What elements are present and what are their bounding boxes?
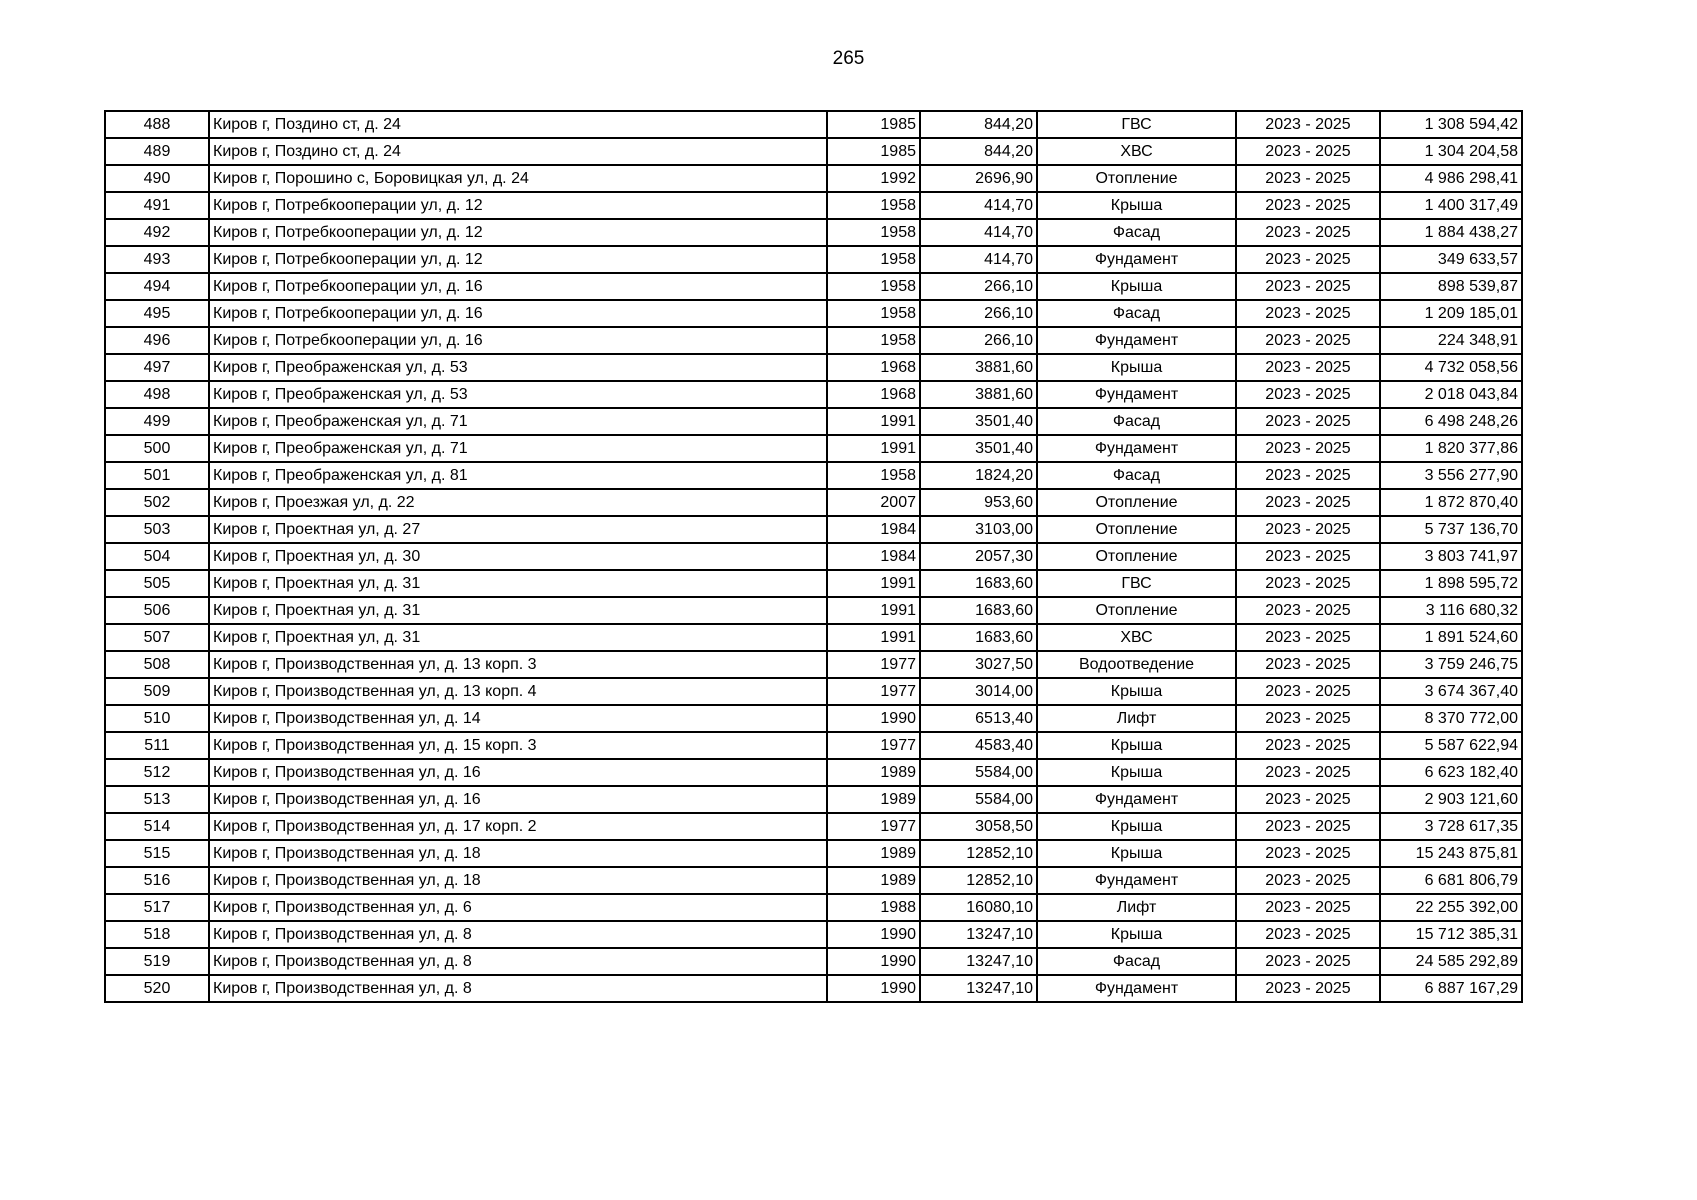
period-cell: 2023 - 2025: [1236, 138, 1380, 165]
row-number-cell: 500: [105, 435, 209, 462]
cost-cell: 5 737 136,70: [1380, 516, 1522, 543]
period-cell: 2023 - 2025: [1236, 732, 1380, 759]
cost-cell: 15 712 385,31: [1380, 921, 1522, 948]
period-cell: 2023 - 2025: [1236, 894, 1380, 921]
cost-cell: 1 872 870,40: [1380, 489, 1522, 516]
area-cell: 414,70: [920, 246, 1037, 273]
cost-cell: 6 681 806,79: [1380, 867, 1522, 894]
table-row: [105, 381, 1522, 408]
cost-cell: 6 887 167,29: [1380, 975, 1522, 1002]
area-cell: 844,20: [920, 111, 1037, 138]
cost-cell: 1 308 594,42: [1380, 111, 1522, 138]
row-number-cell: 508: [105, 651, 209, 678]
build-year-cell: 1991: [827, 570, 920, 597]
period-cell: 2023 - 2025: [1236, 165, 1380, 192]
period-cell: 2023 - 2025: [1236, 246, 1380, 273]
row-number-cell: 510: [105, 705, 209, 732]
build-year-cell: 1958: [827, 327, 920, 354]
cost-cell: 6 498 248,26: [1380, 408, 1522, 435]
work-type-cell: Фундамент: [1037, 975, 1236, 1002]
area-cell: 3014,00: [920, 678, 1037, 705]
period-cell: 2023 - 2025: [1236, 786, 1380, 813]
period-cell: 2023 - 2025: [1236, 975, 1380, 1002]
build-year-cell: 2007: [827, 489, 920, 516]
area-cell: 266,10: [920, 300, 1037, 327]
area-cell: 13247,10: [920, 921, 1037, 948]
cost-cell: 3 116 680,32: [1380, 597, 1522, 624]
address-cell: Киров г, Проектная ул, д. 31: [209, 570, 827, 597]
period-cell: 2023 - 2025: [1236, 570, 1380, 597]
cost-cell: 2 018 043,84: [1380, 381, 1522, 408]
address-cell: Киров г, Поздино ст, д. 24: [209, 138, 827, 165]
row-number-cell: 504: [105, 543, 209, 570]
address-cell: Киров г, Производственная ул, д. 18: [209, 867, 827, 894]
row-number-cell: 495: [105, 300, 209, 327]
area-cell: 953,60: [920, 489, 1037, 516]
row-number-cell: 490: [105, 165, 209, 192]
area-cell: 2696,90: [920, 165, 1037, 192]
period-cell: 2023 - 2025: [1236, 624, 1380, 651]
build-year-cell: 1989: [827, 759, 920, 786]
row-number-cell: 518: [105, 921, 209, 948]
row-number-cell: 517: [105, 894, 209, 921]
period-cell: 2023 - 2025: [1236, 381, 1380, 408]
cost-cell: 3 759 246,75: [1380, 651, 1522, 678]
area-cell: 4583,40: [920, 732, 1037, 759]
cost-cell: 1 209 185,01: [1380, 300, 1522, 327]
cost-cell: 8 370 772,00: [1380, 705, 1522, 732]
table-row: [105, 435, 1522, 462]
table-row: [105, 246, 1522, 273]
build-year-cell: 1990: [827, 975, 920, 1002]
row-number-cell: 513: [105, 786, 209, 813]
period-cell: 2023 - 2025: [1236, 948, 1380, 975]
row-number-cell: 514: [105, 813, 209, 840]
address-cell: Киров г, Проектная ул, д. 27: [209, 516, 827, 543]
row-number-cell: 488: [105, 111, 209, 138]
work-type-cell: Фундамент: [1037, 435, 1236, 462]
cost-cell: 1 304 204,58: [1380, 138, 1522, 165]
table-row: [105, 759, 1522, 786]
address-cell: Киров г, Потребкооперации ул, д. 12: [209, 219, 827, 246]
cost-cell: 2 903 121,60: [1380, 786, 1522, 813]
build-year-cell: 1968: [827, 381, 920, 408]
period-cell: 2023 - 2025: [1236, 840, 1380, 867]
area-cell: 3027,50: [920, 651, 1037, 678]
row-number-cell: 506: [105, 597, 209, 624]
work-type-cell: Отопление: [1037, 516, 1236, 543]
work-type-cell: Лифт: [1037, 894, 1236, 921]
address-cell: Киров г, Производственная ул, д. 16: [209, 759, 827, 786]
work-type-cell: Отопление: [1037, 165, 1236, 192]
row-number-cell: 499: [105, 408, 209, 435]
row-number-cell: 497: [105, 354, 209, 381]
work-type-cell: Крыша: [1037, 840, 1236, 867]
address-cell: Киров г, Проектная ул, д. 30: [209, 543, 827, 570]
area-cell: 1683,60: [920, 597, 1037, 624]
area-cell: 414,70: [920, 192, 1037, 219]
cost-cell: 1 884 438,27: [1380, 219, 1522, 246]
period-cell: 2023 - 2025: [1236, 300, 1380, 327]
table-row: [105, 651, 1522, 678]
period-cell: 2023 - 2025: [1236, 219, 1380, 246]
area-cell: 3881,60: [920, 354, 1037, 381]
build-year-cell: 1958: [827, 462, 920, 489]
address-cell: Киров г, Порошино с, Боровицкая ул, д. 24: [209, 165, 827, 192]
period-cell: 2023 - 2025: [1236, 813, 1380, 840]
table-row: [105, 300, 1522, 327]
area-cell: 12852,10: [920, 840, 1037, 867]
table-row: [105, 570, 1522, 597]
address-cell: Киров г, Производственная ул, д. 13 корп. 4: [209, 678, 827, 705]
cost-cell: 15 243 875,81: [1380, 840, 1522, 867]
work-type-cell: ГВС: [1037, 570, 1236, 597]
row-number-cell: 489: [105, 138, 209, 165]
build-year-cell: 1977: [827, 678, 920, 705]
build-year-cell: 1989: [827, 867, 920, 894]
period-cell: 2023 - 2025: [1236, 678, 1380, 705]
address-cell: Киров г, Преображенская ул, д. 53: [209, 354, 827, 381]
build-year-cell: 1984: [827, 516, 920, 543]
period-cell: 2023 - 2025: [1236, 543, 1380, 570]
area-cell: 3501,40: [920, 408, 1037, 435]
page-number: 265: [832, 48, 865, 69]
area-cell: 1683,60: [920, 624, 1037, 651]
build-year-cell: 1968: [827, 354, 920, 381]
address-cell: Киров г, Производственная ул, д. 8: [209, 975, 827, 1002]
table-row: [105, 813, 1522, 840]
address-cell: Киров г, Преображенская ул, д. 71: [209, 435, 827, 462]
area-cell: 414,70: [920, 219, 1037, 246]
build-year-cell: 1992: [827, 165, 920, 192]
row-number-cell: 492: [105, 219, 209, 246]
address-cell: Киров г, Преображенская ул, д. 71: [209, 408, 827, 435]
period-cell: 2023 - 2025: [1236, 759, 1380, 786]
work-type-cell: ГВС: [1037, 111, 1236, 138]
address-cell: Киров г, Производственная ул, д. 17 корп. 2: [209, 813, 827, 840]
work-type-cell: Крыша: [1037, 921, 1236, 948]
build-year-cell: 1958: [827, 273, 920, 300]
period-cell: 2023 - 2025: [1236, 435, 1380, 462]
table-row: [105, 111, 1522, 138]
area-cell: 5584,00: [920, 759, 1037, 786]
cost-cell: 5 587 622,94: [1380, 732, 1522, 759]
table-row: [105, 489, 1522, 516]
cost-cell: 22 255 392,00: [1380, 894, 1522, 921]
address-cell: Киров г, Поздино ст, д. 24: [209, 111, 827, 138]
cost-cell: 4 986 298,41: [1380, 165, 1522, 192]
table-row: [105, 408, 1522, 435]
row-number-cell: 516: [105, 867, 209, 894]
row-number-cell: 511: [105, 732, 209, 759]
area-cell: 3501,40: [920, 435, 1037, 462]
table-row: [105, 840, 1522, 867]
area-cell: 13247,10: [920, 948, 1037, 975]
table-row: [105, 273, 1522, 300]
area-cell: 266,10: [920, 273, 1037, 300]
build-year-cell: 1977: [827, 732, 920, 759]
row-number-cell: 512: [105, 759, 209, 786]
table-row: [105, 543, 1522, 570]
work-type-cell: Крыша: [1037, 273, 1236, 300]
work-type-cell: Фундамент: [1037, 381, 1236, 408]
build-year-cell: 1977: [827, 813, 920, 840]
period-cell: 2023 - 2025: [1236, 597, 1380, 624]
address-cell: Киров г, Потребкооперации ул, д. 12: [209, 192, 827, 219]
table-row: [105, 894, 1522, 921]
cost-cell: 6 623 182,40: [1380, 759, 1522, 786]
period-cell: 2023 - 2025: [1236, 327, 1380, 354]
row-number-cell: 493: [105, 246, 209, 273]
cost-cell: 1 898 595,72: [1380, 570, 1522, 597]
address-cell: Киров г, Производственная ул, д. 8: [209, 921, 827, 948]
cost-cell: 224 348,91: [1380, 327, 1522, 354]
area-cell: 1824,20: [920, 462, 1037, 489]
table-row: [105, 786, 1522, 813]
address-cell: Киров г, Потребкооперации ул, д. 16: [209, 300, 827, 327]
table-row: [105, 192, 1522, 219]
area-cell: 266,10: [920, 327, 1037, 354]
work-type-cell: Фасад: [1037, 219, 1236, 246]
table-row: [105, 462, 1522, 489]
work-type-cell: Фундамент: [1037, 786, 1236, 813]
period-cell: 2023 - 2025: [1236, 921, 1380, 948]
period-cell: 2023 - 2025: [1236, 489, 1380, 516]
cost-cell: 1 820 377,86: [1380, 435, 1522, 462]
build-year-cell: 1984: [827, 543, 920, 570]
work-type-cell: Фасад: [1037, 300, 1236, 327]
address-cell: Киров г, Преображенская ул, д. 81: [209, 462, 827, 489]
area-cell: 844,20: [920, 138, 1037, 165]
period-cell: 2023 - 2025: [1236, 408, 1380, 435]
period-cell: 2023 - 2025: [1236, 111, 1380, 138]
build-year-cell: 1958: [827, 219, 920, 246]
row-number-cell: 505: [105, 570, 209, 597]
period-cell: 2023 - 2025: [1236, 651, 1380, 678]
row-number-cell: 520: [105, 975, 209, 1002]
period-cell: 2023 - 2025: [1236, 354, 1380, 381]
work-type-cell: ХВС: [1037, 138, 1236, 165]
row-number-cell: 494: [105, 273, 209, 300]
table-row: [105, 138, 1522, 165]
build-year-cell: 1991: [827, 435, 920, 462]
work-type-cell: Фундамент: [1037, 327, 1236, 354]
build-year-cell: 1990: [827, 705, 920, 732]
row-number-cell: 501: [105, 462, 209, 489]
work-type-cell: Фундамент: [1037, 246, 1236, 273]
build-year-cell: 1991: [827, 408, 920, 435]
address-cell: Киров г, Потребкооперации ул, д. 12: [209, 246, 827, 273]
address-cell: Киров г, Проектная ул, д. 31: [209, 597, 827, 624]
area-cell: 3103,00: [920, 516, 1037, 543]
table-row: [105, 516, 1522, 543]
area-cell: 12852,10: [920, 867, 1037, 894]
row-number-cell: 502: [105, 489, 209, 516]
cost-cell: 4 732 058,56: [1380, 354, 1522, 381]
row-number-cell: 491: [105, 192, 209, 219]
repair-register-table: [104, 110, 1523, 1003]
build-year-cell: 1991: [827, 597, 920, 624]
address-cell: Киров г, Потребкооперации ул, д. 16: [209, 327, 827, 354]
address-cell: Киров г, Производственная ул, д. 6: [209, 894, 827, 921]
work-type-cell: Крыша: [1037, 354, 1236, 381]
cost-cell: 1 400 317,49: [1380, 192, 1522, 219]
work-type-cell: Отопление: [1037, 489, 1236, 516]
work-type-cell: Отопление: [1037, 543, 1236, 570]
address-cell: Киров г, Производственная ул, д. 13 корп. 3: [209, 651, 827, 678]
work-type-cell: ХВС: [1037, 624, 1236, 651]
row-number-cell: 498: [105, 381, 209, 408]
area-cell: 3058,50: [920, 813, 1037, 840]
work-type-cell: Фасад: [1037, 948, 1236, 975]
work-type-cell: Крыша: [1037, 678, 1236, 705]
table-row: [105, 705, 1522, 732]
table-row: [105, 975, 1522, 1002]
period-cell: 2023 - 2025: [1236, 192, 1380, 219]
work-type-cell: Лифт: [1037, 705, 1236, 732]
table-row: [105, 327, 1522, 354]
cost-cell: 898 539,87: [1380, 273, 1522, 300]
cost-cell: 1 891 524,60: [1380, 624, 1522, 651]
build-year-cell: 1958: [827, 246, 920, 273]
period-cell: 2023 - 2025: [1236, 867, 1380, 894]
cost-cell: 3 803 741,97: [1380, 543, 1522, 570]
work-type-cell: Фасад: [1037, 408, 1236, 435]
build-year-cell: 1958: [827, 300, 920, 327]
table-row: [105, 624, 1522, 651]
row-number-cell: 507: [105, 624, 209, 651]
row-number-cell: 503: [105, 516, 209, 543]
period-cell: 2023 - 2025: [1236, 705, 1380, 732]
build-year-cell: 1989: [827, 786, 920, 813]
work-type-cell: Крыша: [1037, 813, 1236, 840]
area-cell: 1683,60: [920, 570, 1037, 597]
row-number-cell: 519: [105, 948, 209, 975]
table-row: [105, 165, 1522, 192]
row-number-cell: 515: [105, 840, 209, 867]
table-row: [105, 732, 1522, 759]
address-cell: Киров г, Потребкооперации ул, д. 16: [209, 273, 827, 300]
table-body: [105, 111, 1522, 1002]
table-row: [105, 219, 1522, 246]
work-type-cell: Отопление: [1037, 597, 1236, 624]
cost-cell: 3 674 367,40: [1380, 678, 1522, 705]
area-cell: 16080,10: [920, 894, 1037, 921]
table-row: [105, 597, 1522, 624]
address-cell: Киров г, Производственная ул, д. 15 корп. 3: [209, 732, 827, 759]
build-year-cell: 1991: [827, 624, 920, 651]
address-cell: Киров г, Проектная ул, д. 31: [209, 624, 827, 651]
work-type-cell: Водоотведение: [1037, 651, 1236, 678]
table-row: [105, 948, 1522, 975]
table-row: [105, 867, 1522, 894]
cost-cell: 24 585 292,89: [1380, 948, 1522, 975]
address-cell: Киров г, Производственная ул, д. 14: [209, 705, 827, 732]
area-cell: 2057,30: [920, 543, 1037, 570]
area-cell: 13247,10: [920, 975, 1037, 1002]
table-row: [105, 921, 1522, 948]
build-year-cell: 1985: [827, 111, 920, 138]
row-number-cell: 509: [105, 678, 209, 705]
address-cell: Киров г, Производственная ул, д. 16: [209, 786, 827, 813]
build-year-cell: 1989: [827, 840, 920, 867]
period-cell: 2023 - 2025: [1236, 273, 1380, 300]
build-year-cell: 1958: [827, 192, 920, 219]
address-cell: Киров г, Преображенская ул, д. 53: [209, 381, 827, 408]
area-cell: 5584,00: [920, 786, 1037, 813]
address-cell: Киров г, Проезжая ул, д. 22: [209, 489, 827, 516]
period-cell: 2023 - 2025: [1236, 462, 1380, 489]
cost-cell: 3 556 277,90: [1380, 462, 1522, 489]
work-type-cell: Крыша: [1037, 759, 1236, 786]
table-row: [105, 678, 1522, 705]
work-type-cell: Фасад: [1037, 462, 1236, 489]
address-cell: Киров г, Производственная ул, д. 8: [209, 948, 827, 975]
work-type-cell: Крыша: [1037, 732, 1236, 759]
area-cell: 3881,60: [920, 381, 1037, 408]
area-cell: 6513,40: [920, 705, 1037, 732]
build-year-cell: 1985: [827, 138, 920, 165]
address-cell: Киров г, Производственная ул, д. 18: [209, 840, 827, 867]
cost-cell: 349 633,57: [1380, 246, 1522, 273]
build-year-cell: 1988: [827, 894, 920, 921]
row-number-cell: 496: [105, 327, 209, 354]
table-row: [105, 354, 1522, 381]
cost-cell: 3 728 617,35: [1380, 813, 1522, 840]
work-type-cell: Крыша: [1037, 192, 1236, 219]
build-year-cell: 1990: [827, 948, 920, 975]
build-year-cell: 1977: [827, 651, 920, 678]
work-type-cell: Фундамент: [1037, 867, 1236, 894]
build-year-cell: 1990: [827, 921, 920, 948]
period-cell: 2023 - 2025: [1236, 516, 1380, 543]
